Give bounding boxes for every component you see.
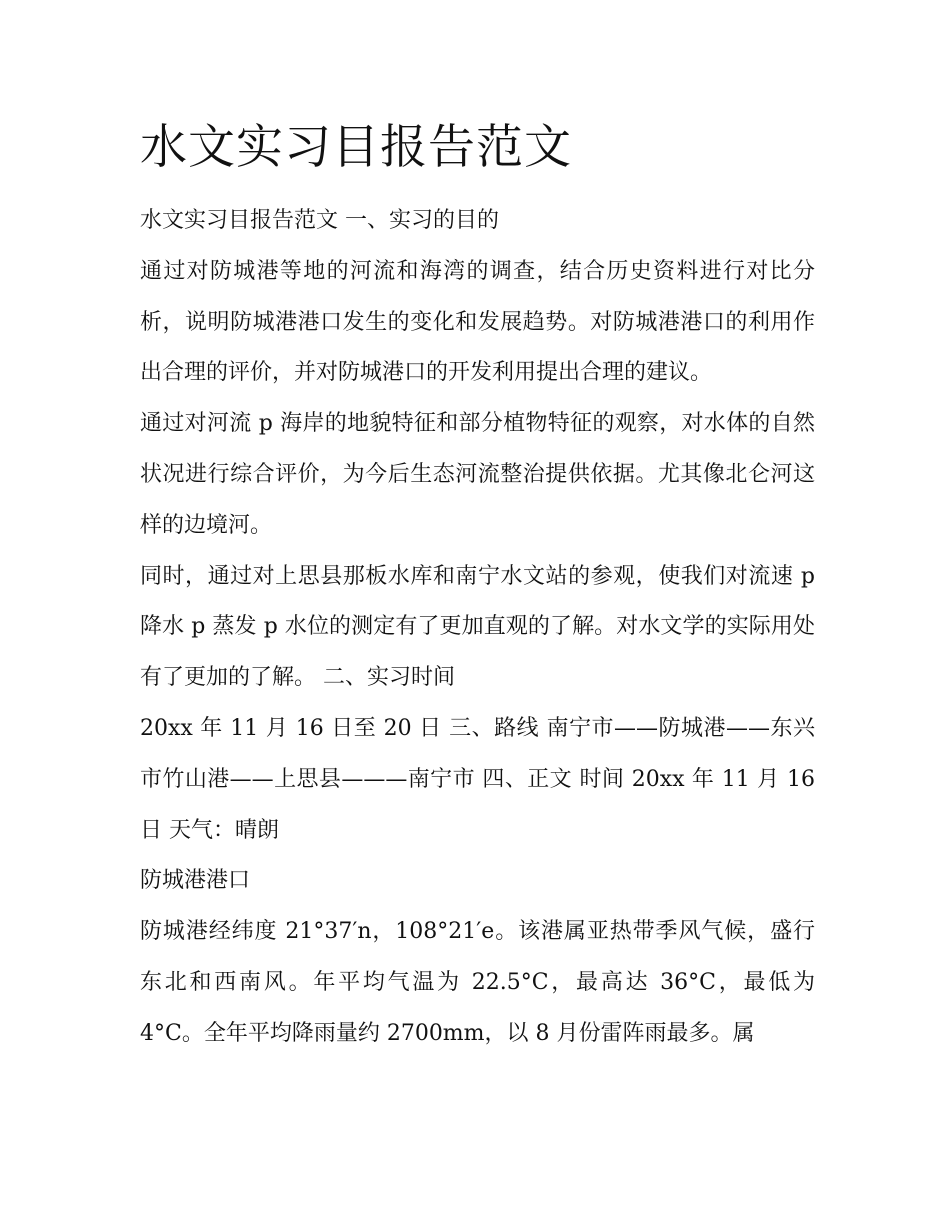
paragraph-section-port: 防城港港口 <box>140 868 251 894</box>
paragraph-purpose-landform: 通过对河流 p 海岸的地貌特征和部分植物特征的观察，对水体的自然状况进行综合评价，为今后生态河流整治提供依据。尤其像北仑河这样的边境河。 <box>140 411 815 538</box>
paragraph-port-climate: 防城港经纬度 21°37′n，108°21′e。该港属亚热带季风气候，盛行东北和西南风。年平均气温为 22.5°C，最高达 36°C，最低为 4°C。全年平均降雨量约 2700mm，以 8 月份雷阵雨最多。属 <box>140 919 815 1046</box>
document-body <box>140 196 815 1060</box>
paragraph-purpose-hydrology: 同时，通过对上思县那板水库和南宁水文站的参观，使我们对流速 p 降水 p 蒸发 p 水位的测定有了更加直观的了解。对水文学的实际用处有了更加的了解。 二、实习时间 <box>140 563 815 691</box>
document-title: 水文实习目报告范文 <box>140 120 572 175</box>
paragraph-purpose-port: 通过对防城港等地的河流和海湾的调查，结合历史资料进行对比分析，说明防城港港口发生的变化和发展趋势。对防城港港口的利用作出合理的评价，并对防城港口的开发利用提出合理的建议。 <box>140 258 815 386</box>
paragraph-time-route: 20xx 年 11 月 16 日至 20 日 三、路线 南宁市——防城港——东兴市竹山港——上思县———南宁市 四、正文 时间 20xx 年 11 月 16 日 天气：晴朗 <box>140 715 815 843</box>
paragraph-purpose-heading: 水文实习目报告范文 一、实习的目的 <box>140 208 499 233</box>
